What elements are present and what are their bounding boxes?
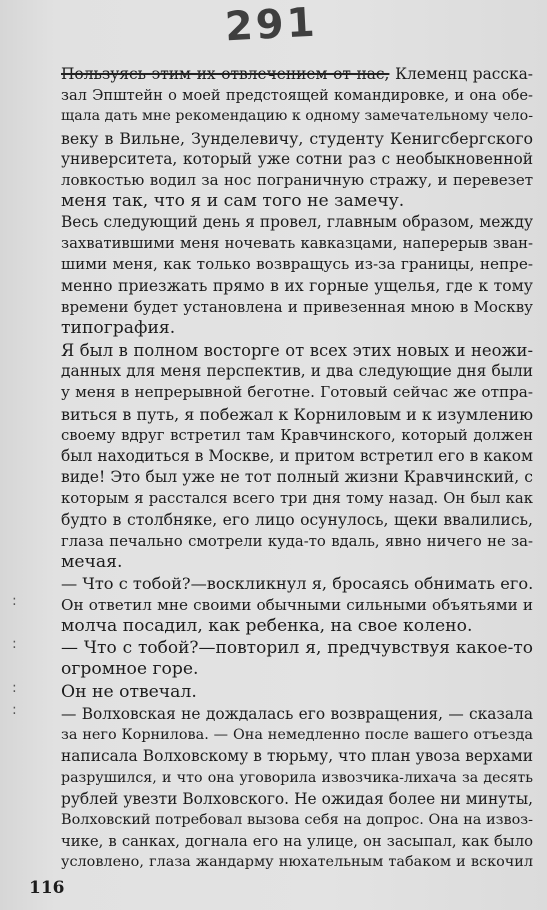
text-line: университета, который уже сотни раз с необыкновенной <box>61 149 533 168</box>
paragraph-8 <box>61 704 533 874</box>
paragraph-7 <box>61 682 533 703</box>
text-line: за него Корнилова. — Она немедленно после вашего отъезда <box>61 727 533 744</box>
text-line: Пользуясь этим их отвлечением от нас, Клеменц расска- <box>61 65 534 83</box>
text-line: щала дать мне рекомендацию к одному замечательному чело- <box>61 108 533 125</box>
text-line: своему вдруг встретил там Кравчинского, который должен <box>61 426 533 444</box>
text-line: зал Эпштейн о моей предстоящей командировке, и она обе- <box>61 87 533 105</box>
text-line: — Волховская не дождалась его возвращения, — сказала <box>61 705 533 723</box>
text-line: Он ответил мне своими обычными сильными объятьями и <box>61 596 533 614</box>
text-line: менно приезжать прямо в их горные ущелья, где к тому <box>61 276 533 295</box>
text-line: Весь следующий день я провел, главным образом, между <box>61 213 533 231</box>
paragraph-3 <box>61 340 533 573</box>
paragraph-5 <box>61 595 533 637</box>
text-line: у меня в непрерывной беготне. Готовый сейчас же отпра- <box>61 383 533 402</box>
text-line: разрушился, и что она уговорила извозчика-лихача за десять <box>61 769 533 786</box>
page-number: 116 <box>29 878 65 898</box>
text-line: молча посадил, как ребенка, на свое колено. <box>61 616 473 637</box>
text-line: Я был в полном восторге от всех этих новых и неожи- <box>61 341 533 360</box>
text-line: меня так, что я и сам того не замечу. <box>61 191 405 212</box>
text-line: времени будет установлена и привезенная мною в Москву <box>61 297 533 316</box>
text-line: — Что с тобой?—воскликнул я, бросаясь обнимать его. <box>61 574 534 593</box>
text-line: веку в Вильне, Зунделевичу, студенту Кенигсбергского <box>61 128 533 148</box>
text-line: которым я расстался всего три дня тому назад. Он был как <box>61 490 533 508</box>
paragraph-2 <box>61 212 533 339</box>
text-line: данных для меня перспектив, и два следующие дня были <box>61 362 533 381</box>
margin-mark: : <box>12 636 17 652</box>
text-line: Волховский потребовал вызова себя на допрос. Она на извоз- <box>61 812 533 829</box>
margin-mark: : <box>12 680 17 696</box>
text-line: огромное горе. <box>61 659 199 680</box>
text-line: был находиться в Москве, и притом встретил его в каком <box>61 447 533 466</box>
text-line: виде! Это был уже не тот полный жизни Кравчинский, с <box>61 468 533 487</box>
margin-mark: : <box>12 702 17 718</box>
text-line: мечая. <box>61 552 123 573</box>
margin-mark: : <box>12 593 17 609</box>
text-line: будто в столбняке, его лицо осунулось, щеки ввалились, <box>61 510 533 529</box>
text-line: чике, в санках, догнала его на улице, он засыпал, как было <box>61 833 533 851</box>
text-line: рублей увезти Волховского. Не ожидая более ни минуты, <box>61 789 533 808</box>
text-line: Он не отвечал. <box>61 682 197 702</box>
handwritten-page-number: 291 <box>223 0 319 51</box>
paragraph-6 <box>61 638 533 680</box>
paragraph-4 <box>61 573 533 594</box>
text-line: ловкостью водил за нос пограничную стражу, и перевезет <box>61 171 533 190</box>
text-line: условлено, глаза жандарму нюхательным табаком и вскочил <box>61 854 533 871</box>
text-line: глаза печально смотрели куда-то вдаль, явно ничего не за- <box>61 532 533 550</box>
text-line: захватившими меня ночевать кавказцами, наперерыв зван- <box>61 235 533 253</box>
text-line: типография. <box>61 318 176 339</box>
text-line: — Что с тобой?—повторил я, предчувствуя какое-то <box>61 638 533 658</box>
text-line: виться в путь, я побежал к Корниловым и к изумлению <box>61 404 534 424</box>
text-line: шими меня, как только возвращусь из-за границы, непре- <box>61 255 533 274</box>
paragraph-1 <box>61 64 533 212</box>
text-line: написала Волховскому в тюрьму, что план увоза верхами <box>61 747 533 766</box>
struck-text: Пользуясь этим их отвлечением от нас, <box>61 65 390 83</box>
